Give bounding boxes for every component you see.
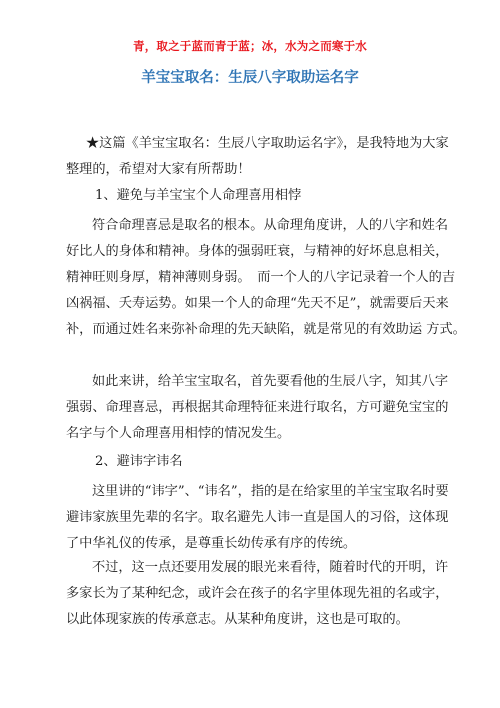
document-title: 羊宝宝取名：生辰八字取助运名字: [141, 69, 359, 86]
paragraph-line: 多家长为了某种纪念，或许会在孩子的名字里体现先祖的名或字，: [66, 586, 449, 601]
section-heading: 1、避免与羊宝宝个人命理喜用相悖: [95, 188, 302, 203]
section1-paragraph-1: [66, 213, 466, 343]
section1-paragraph-2: [66, 369, 449, 447]
paragraph-line: 了中华礼仪的传承，是尊重长幼传承有序的传统。: [66, 536, 357, 551]
section2-heading: [95, 449, 465, 475]
paragraph-line: 名字与个人命理喜用相悖的情况发生。: [66, 426, 291, 441]
section1-heading: [95, 183, 465, 209]
header-quote: 青，取之于蓝而青于蓝；冰，水为之而寒于水: [133, 39, 367, 53]
paragraph-line: 如此来讲，给羊宝宝取名，首先要看他的生辰八字，知其八字: [92, 374, 449, 389]
paragraph-line: 好比人的身体和精神。身体的强弱旺衰，与精神的好坏息息相关，: [66, 244, 449, 259]
paragraph-line: 强弱、命理喜忌，再根据其命理特征来进行取名，方可避免宝宝的: [66, 400, 449, 415]
paragraph-line: 不过，这一点还要用发展的眼光来看待，随着时代的开明，许: [92, 560, 449, 575]
paragraph-line: 以此体现家族的传承意志。从某种角度讲，这也是可取的。: [66, 612, 409, 627]
paragraph-line: 补，而通过姓名来弥补命理的先天缺陷，就是常见的有效助运 方式。: [66, 322, 466, 337]
paragraph-line: 符合命理喜忌是取名的根本。从命理角度讲，人的八字和姓名: [92, 218, 449, 233]
paragraph-line: 这里讲的“讳字”、“讳名”，指的是在给家里的羊宝宝取名时要: [92, 484, 449, 499]
section-heading: 2、避讳字讳名: [95, 454, 183, 469]
section2-paragraph-2: [66, 555, 449, 633]
paragraph-line: 凶祸福、夭寿运势。如果一个人的命理“先天不足”，就需要后天来: [66, 296, 449, 311]
paragraph-line: 精神旺则身厚，精神薄则身弱。 而一个人的八字记录着一个人的吉: [66, 270, 456, 285]
intro-line: ★这篇《羊宝宝取名：生辰八字取助运名字》，是我特地为大家: [86, 136, 449, 151]
paragraph-line: 避讳家族里先辈的名字。取名避先人讳一直是国人的习俗，这体现: [66, 510, 449, 525]
intro-line: 整理的，希望对大家有所帮助！: [66, 162, 251, 177]
section2-paragraph-1: [66, 479, 449, 557]
intro-paragraph: [66, 131, 449, 183]
